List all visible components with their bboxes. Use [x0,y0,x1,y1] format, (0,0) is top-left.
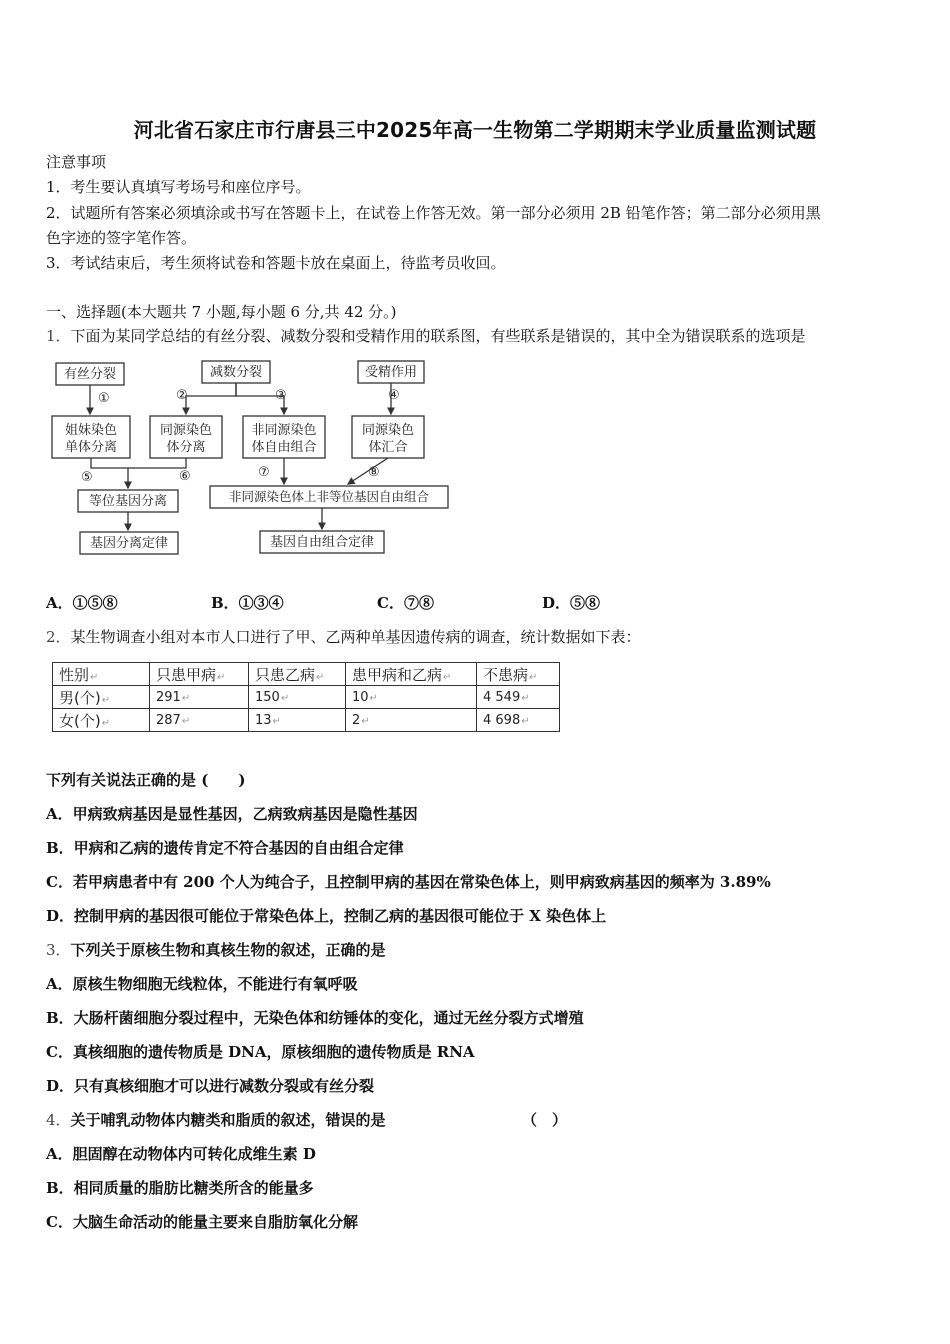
table-cell: 13↵ [249,709,346,732]
question-3-option-c: C．真核细胞的遗传物质是 DNA，原核细胞的遗传物质是 RNA [46,1043,475,1061]
question-4-text: 关于哺乳动物体内糖类和脂质的叙述，错误的是 [70,1111,386,1129]
question-4-number: 4． [46,1111,71,1129]
table-header-cell: 患甲病和乙病↵ [346,663,477,686]
label-nonallele-combination: 非同源染色体上非等位基因自由组合 [228,489,430,504]
table-header-row [53,663,560,686]
label-fertilization: 受精作用 [364,365,418,380]
question-4-option-b: B．相同质量的脂肪比糖类所含的能量多 [46,1179,314,1197]
table-header-cell: 只患乙病↵ [249,663,346,686]
table-row [53,709,560,732]
question-2-prompt: 下列有关说法正确的是 ( ) [46,771,246,789]
section-heading: 一、选择题(本大题共 7 小题,每小题 6 分,共 42 分。) [46,303,397,321]
label-nonhomolog-1: 非同源染色 [251,423,317,438]
table-cell: 287↵ [150,709,249,732]
table-cell: 4 698↵ [477,709,560,732]
label-meiosis: 减数分裂 [209,365,263,380]
table-header-cell: 不患病↵ [477,663,560,686]
label-homolog-join-1: 同源染色 [361,423,415,438]
label-homolog-join-2: 体汇合 [368,440,408,455]
mark-3: ③ [275,388,287,403]
question-4-stem [46,1110,386,1130]
notice-item-1: 1．考生要认真填写考场号和座位序号。 [46,178,311,196]
mark-2: ② [176,388,188,403]
question-1-option-b: B．①③④ [211,594,284,612]
notice-item-2-cont: 色字迹的签字笔作答。 [46,229,197,247]
notice-item-3: 3．考试结束后，考生须将试卷和答题卡放在桌面上，待监考员收回。 [46,254,506,272]
table-cell: 男(个)↵ [53,686,150,709]
question-1-option-a: A．①⑤⑧ [46,594,118,612]
label-sister-2: 单体分离 [64,440,118,455]
label-allele-separation: 等位基因分离 [88,494,168,509]
page-title: 河北省石家庄市行唐县三中2025年高一生物第二学期期末学业质量监测试题 [133,118,817,142]
notice-heading: 注意事项 [46,153,107,171]
mark-1: ① [98,391,110,406]
question-3-stem [46,940,386,960]
question-4-option-c: C．大脑生命活动的能量主要来自脂肪氧化分解 [46,1213,358,1231]
mark-5: ⑤ [81,470,93,485]
question-1-option-d: D．⑤⑧ [542,594,601,612]
question-3-number: 3． [46,941,71,959]
mark-6: ⑥ [179,469,191,484]
question-2-text: 某生物调查小组对本市人口进行了甲、乙两种单基因遗传病的调查，统计数据如下表： [70,628,641,646]
table-cell: 150↵ [249,686,346,709]
question-2-option-c: C．若甲病患者中有 200 个人为纯合子，且控制甲病的基因在常染色体上，则甲病致病基因的频率为 3.89% [46,873,771,891]
survey-table [52,662,560,732]
question-3-option-d: D．只有真核细胞才可以进行减数分裂或有丝分裂 [46,1077,375,1095]
label-law-segregation: 基因分离定律 [89,536,169,551]
label-law-independent: 基因自由组合定律 [269,535,375,550]
question-3-option-a: A．原核生物细胞无线粒体，不能进行有氧呼吸 [46,975,358,993]
table-cell: 4 549↵ [477,686,560,709]
relationship-diagram [48,356,458,562]
question-2-option-a: A．甲病致病基因是显性基因，乙病致病基因是隐性基因 [46,805,418,823]
question-1-text: 下面为某同学总结的有丝分裂、减数分裂和受精作用的联系图，有些联系是错误的，其中全为错误联系的选项是 [70,327,806,345]
mark-4: ④ [388,388,400,403]
table-header-cell: 只患甲病↵ [150,663,249,686]
question-1-stem [46,326,806,346]
table-row [53,686,560,709]
question-2-number: 2． [46,628,71,646]
table-cell: 291↵ [150,686,249,709]
mark-8: ⑧ [368,465,380,480]
table-cell: 女(个)↵ [53,709,150,732]
question-1-option-c: C．⑦⑧ [377,594,434,612]
table-cell: 10↵ [346,686,477,709]
label-homolog-sep-2: 体分离 [166,440,206,455]
label-homolog-sep-1: 同源染色 [159,423,213,438]
question-2-option-d: D．控制甲病的基因很可能位于常染色体上，控制乙病的基因很可能位于 X 染色体上 [46,907,607,925]
table-header-cell: 性别↵ [53,663,150,686]
question-1-number: 1． [46,327,71,345]
mark-7: ⑦ [258,465,270,480]
notice-item-2: 2．试题所有答案必须填涂或书写在答题卡上，在试卷上作答无效。第一部分必须用 2B 铅笔作答；第二部分必须用黑 [46,204,821,222]
question-3-text: 下列关于原核生物和真核生物的叙述，正确的是 [70,941,386,959]
question-4-paren: （ ） [522,1111,568,1129]
table-cell: 2↵ [346,709,477,732]
question-4-option-a: A．胆固醇在动物体内可转化成维生素 D [46,1145,316,1163]
question-2-stem [46,627,641,647]
label-mitosis: 有丝分裂 [63,367,117,382]
question-2-option-b: B．甲病和乙病的遗传肯定不符合基因的自由组合定律 [46,839,404,857]
label-sister-1: 姐妹染色 [64,423,118,438]
label-nonhomolog-2: 体自由组合 [251,440,317,455]
question-3-option-b: B．大肠杆菌细胞分裂过程中，无染色体和纺锤体的变化，通过无丝分裂方式增殖 [46,1009,584,1027]
